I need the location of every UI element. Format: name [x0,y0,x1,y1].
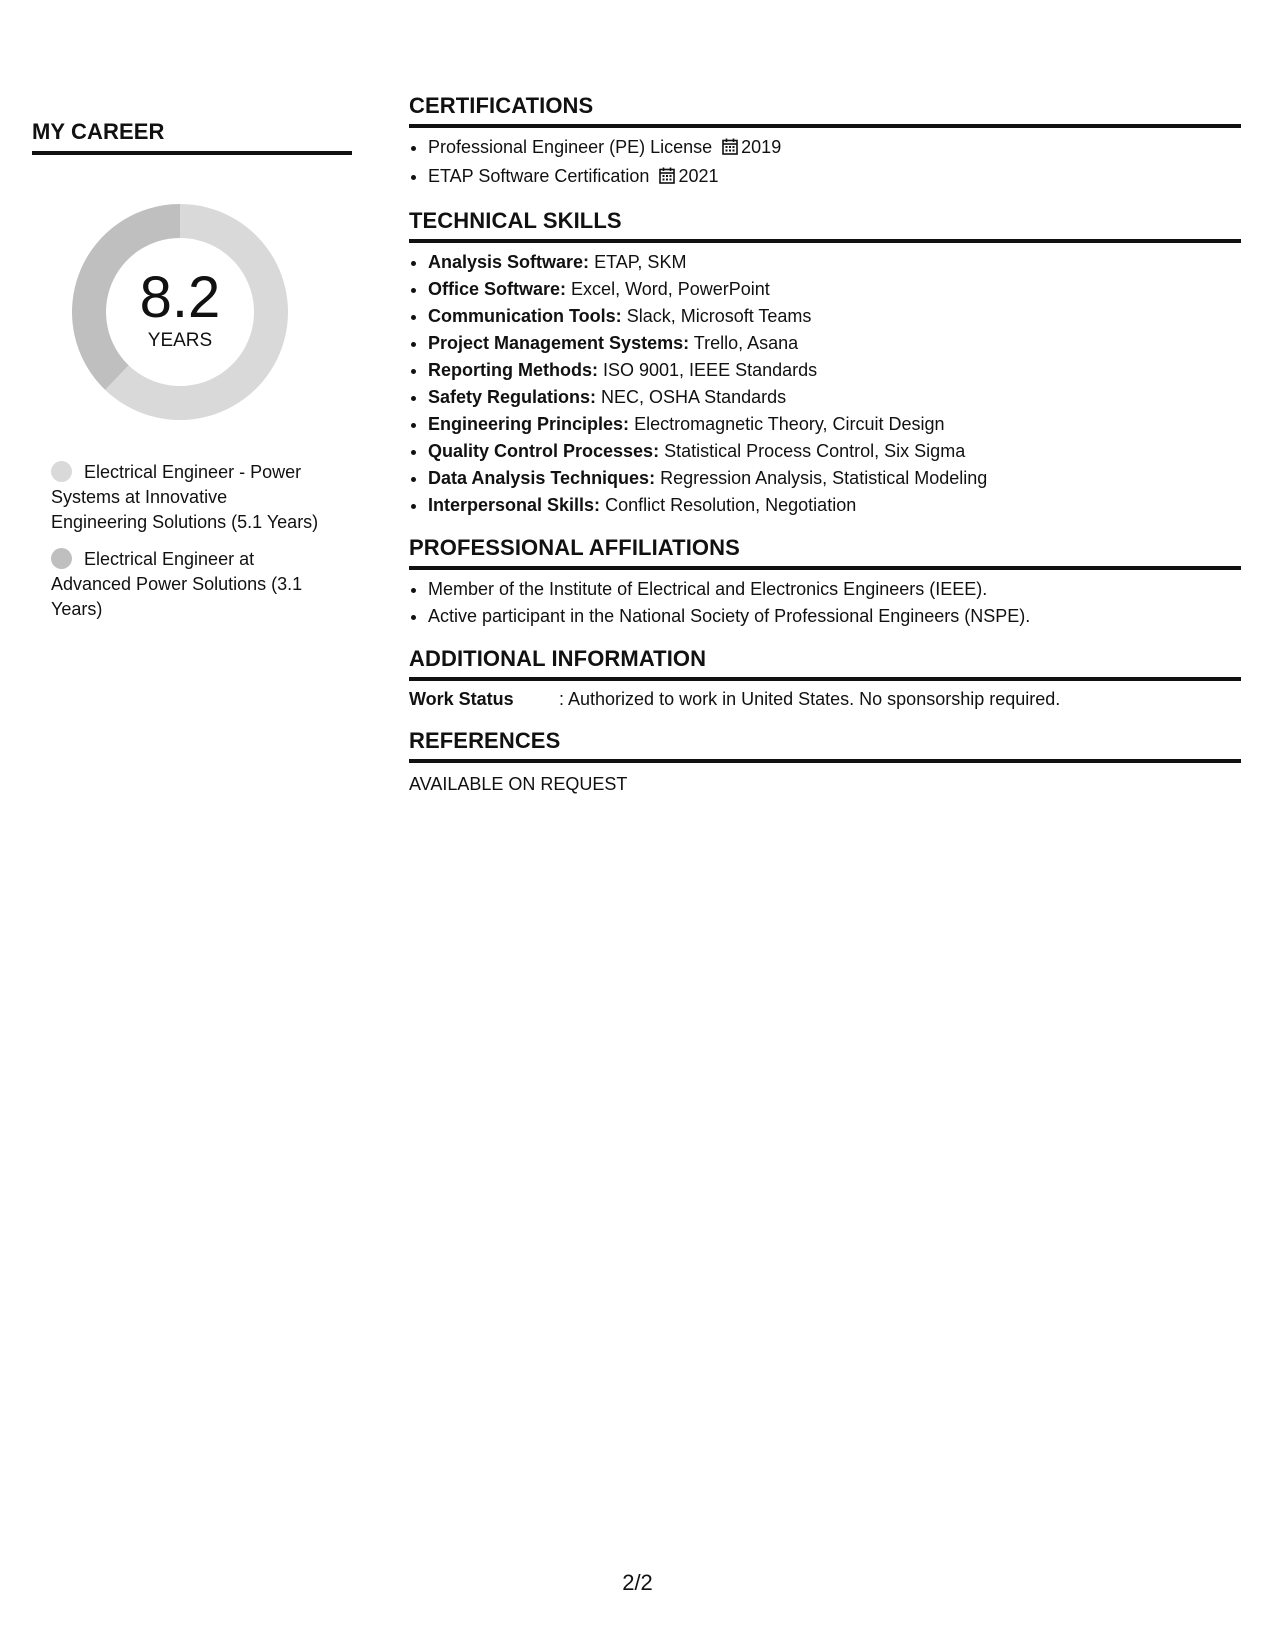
references-text: AVAILABLE ON REQUEST [409,774,628,794]
career-legend [51,460,321,622]
skill-label: Safety Regulations: [428,387,597,407]
skill-label: Project Management Systems: [428,333,690,353]
skill-item [428,492,1241,519]
skill-value: NEC, OSHA Standards [601,387,787,407]
skill-item [428,330,1241,357]
legend-dot-icon [51,548,72,569]
skill-label: Analysis Software: [428,252,590,272]
skill-label: Engineering Principles: [428,414,630,434]
affiliations-section-title: PROFESSIONAL AFFILIATIONS [409,534,1241,570]
work-status-value: : Authorized to work in United States. No sponsorship required. [559,689,1061,709]
skill-item [428,465,1241,492]
skill-item [428,276,1241,303]
legend-item [51,460,321,535]
certification-name: ETAP Software Certification [428,166,650,186]
skill-value: Excel, Word, PowerPoint [571,279,770,299]
skill-value: ETAP, SKM [594,252,687,272]
certification-item [428,134,1241,163]
affiliations-list [409,576,1241,630]
certifications-list [409,134,1241,192]
details-column [409,92,1241,798]
skill-label: Reporting Methods: [428,360,598,380]
skill-label: Data Analysis Techniques: [428,468,656,488]
calendar-icon [659,165,675,192]
skill-item [428,411,1241,438]
legend-item-label: Electrical Engineer - Power Systems at Innovative Engineering Solutions (5.1 Years) [51,462,319,532]
legend-dot-icon [51,461,72,482]
skill-value: Regression Analysis, Statistical Modeling [660,468,988,488]
technical-skills-list [409,249,1241,519]
donut-center-label [65,265,295,353]
affiliation-item: • Member of the Institute of Electrical and Electronics Engineers (IEEE). [428,576,1241,603]
skill-label: Interpersonal Skills: [428,495,601,515]
career-total-years: 8.2 [139,265,221,330]
skill-item [428,384,1241,411]
certification-name: Professional Engineer (PE) License [428,137,713,157]
skill-value: ISO 9001, IEEE Standards [603,360,818,380]
certification-item [428,163,1241,192]
work-status-label: Work Status [409,689,514,709]
skill-value: Trello, Asana [693,333,799,353]
certification-year: 2019 [741,137,782,157]
career-donut-chart [65,197,295,427]
career-section-title: MY CAREER [32,118,352,155]
career-column [32,118,352,634]
certification-year: 2021 [678,166,719,186]
certifications-section-title: CERTIFICATIONS [409,92,1241,128]
work-status-row [409,686,1241,713]
additional-info-section-title: ADDITIONAL INFORMATION [409,645,1241,681]
skill-value: Slack, Microsoft Teams [626,306,812,326]
references-section-title: REFERENCES [409,727,1241,763]
affiliation-item: • Active participant in the National Society of Professional Engineers (NSPE). [428,603,1241,630]
legend-item-label: Electrical Engineer at Advanced Power Solutions (3.1 Years) [51,549,303,619]
skill-label: Office Software: [428,279,567,299]
skill-label: Quality Control Processes: [428,441,660,461]
skill-item [428,303,1241,330]
career-total-unit: YEARS [147,330,213,351]
legend-item [51,547,321,622]
skill-value: Statistical Process Control, Six Sigma [664,441,966,461]
page-number: 2/2 [622,1570,653,1595]
skill-value: Electromagnetic Theory, Circuit Design [634,414,945,434]
skill-value: Conflict Resolution, Negotiation [605,495,857,515]
skill-label: Communication Tools: [428,306,622,326]
technical-skills-section-title: TECHNICAL SKILLS [409,207,1241,243]
skill-item [428,438,1241,465]
skill-item [428,357,1241,384]
skill-item [428,249,1241,276]
calendar-icon [722,136,738,163]
